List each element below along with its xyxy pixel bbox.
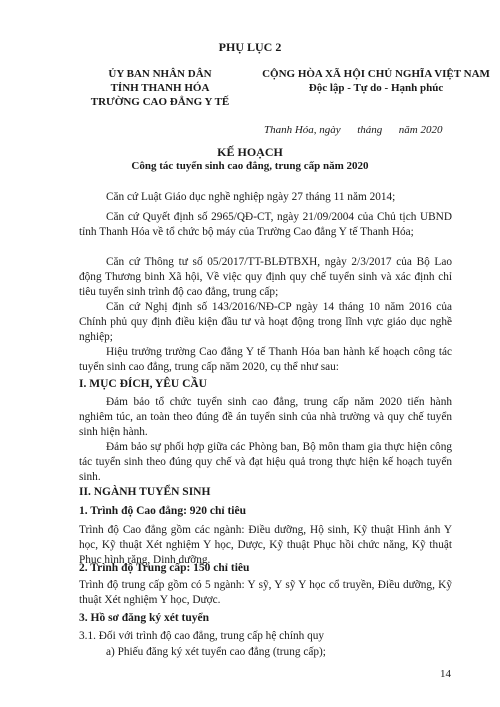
- date-line: Thanh Hóa, ngày tháng năm 2020: [264, 124, 443, 136]
- application-dossier-heading: 3. Hồ sơ đăng ký xét tuyển: [79, 612, 210, 624]
- college-level-text: Trình độ Cao đẳng gồm các ngành: Điều dưỡng, Hộ sinh, Kỹ thuật Hình ảnh Y học, Kỹ thuật Xét nghiệm Y học, Dược, Kỹ thuật Phục hồi chức năng, Kỹ thuật Phục hình răng, Dinh dưỡng.: [79, 524, 452, 566]
- doc-title: KẾ HOẠCH: [217, 145, 283, 159]
- application-subsection: 3.1. Đối với trình độ cao đẳng, trung cấp hệ chính quy: [79, 630, 325, 642]
- college-level-heading: 1. Trình độ Cao đẳng: 920 chỉ tiêu: [79, 505, 246, 517]
- legal-basis-2: Căn cứ Quyết định số 2965/QĐ-CT, ngày 21/09/2004 của Chủ tịch UBND tỉnh Thanh Hóa về tổ chức bộ máy của Trường Cao đẳng Y tế Thanh Hóa;: [79, 211, 452, 238]
- page-number: 14: [440, 668, 451, 680]
- legal-basis-3: Căn cứ Thông tư số 05/2017/TT-BLĐTBXH, ngày 2/3/2017 của Bộ Lao động Thương binh Xã hội, Về việc quy định quy chế tuyển sinh và xác định chỉ tiêu tuyển sinh trình độ cao đẳng, trung cấp;: [79, 256, 452, 298]
- issuer-line-2: TỈNH THANH HÓA: [110, 82, 210, 94]
- national-motto: Độc lập - Tự do - Hạnh phúc: [308, 82, 444, 94]
- legal-basis-1: Căn cứ Luật Giáo dục nghề nghiệp ngày 27 tháng 11 năm 2014;: [106, 191, 396, 203]
- section-1-paragraph-1: Đảm bảo tổ chức tuyển sinh cao đẳng, trung cấp năm 2020 tiến hành nghiêm túc, an toàn theo đúng đề án tuyển sinh của nhà trường và quy chế tuyển sinh hiện hành.: [79, 396, 452, 438]
- legal-basis-4: Căn cứ Nghị định số 143/2016/NĐ-CP ngày 14 tháng 10 năm 2016 của Chính phủ quy định điều kiện đầu tư và hoạt động trong lĩnh vực giáo dục nghề nghiệp;: [79, 301, 452, 343]
- section-1-paragraph-2: Đảm bảo sự phối hợp giữa các Phòng ban, Bộ môn tham gia thực hiện công tác tuyển sinh theo đúng quy chế và đạt hiệu quả trong thực hiện kế hoạch tuyển sinh.: [79, 441, 452, 483]
- issuer-line-3: TRƯỜNG CAO ĐẲNG Y TẾ: [90, 96, 230, 108]
- application-item-a: a) Phiếu đăng ký xét tuyển cao đẳng (trung cấp);: [106, 646, 326, 658]
- intermediate-level-heading: 2. Trình độ Trung cấp: 150 chỉ tiêu: [79, 562, 250, 574]
- intermediate-level-text: Trình độ trung cấp gồm có 5 ngành: Y sỹ, Y sỹ Y học cổ truyền, Điều dưỡng, Kỹ thuật Xét nghiệm Y học, Dược.: [79, 579, 452, 606]
- issuer-line-1: ỦY BAN NHÂN DÂN: [108, 68, 212, 80]
- doc-subtitle: Công tác tuyển sinh cao đẳng, trung cấp năm 2020: [131, 160, 369, 172]
- national-title: CỘNG HÒA XÃ HỘI CHỦ NGHĨA VIỆT NAM: [262, 68, 490, 80]
- appendix-title: PHỤ LỤC 2: [218, 40, 282, 54]
- legal-basis-5: Hiệu trưởng trường Cao đẳng Y tế Thanh Hóa ban hành kế hoạch công tác tuyển sinh cao đẳng, trung cấp năm 2020, cụ thể như sau:: [79, 346, 452, 373]
- section-2-heading: II. NGÀNH TUYỂN SINH: [79, 486, 211, 498]
- section-1-heading: I. MỤC ĐÍCH, YÊU CẦU: [79, 378, 207, 390]
